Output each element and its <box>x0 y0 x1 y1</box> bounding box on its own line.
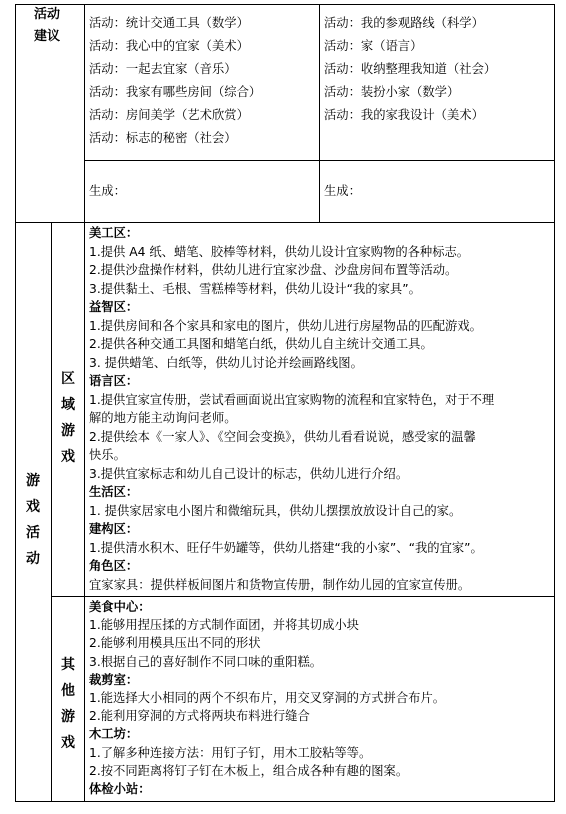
section-heading: 美工区： <box>89 226 139 240</box>
content-line: 3.提供宜家标志和幼儿自己设计的标志，供幼儿进行介绍。 <box>89 466 409 481</box>
label-char: 他 <box>61 683 75 699</box>
border-right <box>554 4 555 802</box>
content-line: 3.根据自己的喜好制作不同口味的重阳糕。 <box>89 654 323 669</box>
label-char: 戏 <box>61 735 75 751</box>
content-line: 1.提供清水积木、旺仔牛奶罐等，供幼儿搭建“我的小家”、“我的宜家”。 <box>89 540 483 555</box>
content-line: 1.了解多种连接方法：用钉子钉，用木工胶粘等等。 <box>89 745 372 760</box>
content-line: 解的地方能主动询问老师。 <box>89 411 237 425</box>
divider-label-col <box>84 4 85 223</box>
content-line: 2.提供绘本《一家人》、《空间会变换》，供幼儿看看说说，感受家的温馨 <box>89 429 476 444</box>
border-bottom <box>15 801 555 802</box>
divider-subsection <box>51 596 555 597</box>
label-char: 其 <box>61 657 75 673</box>
label-char: 动 <box>26 551 40 567</box>
label-char: 戏 <box>61 449 75 465</box>
section-heading: 角色区： <box>89 559 139 573</box>
activity-item: 活动：我的家我设计（美术） <box>324 108 484 122</box>
label-char: 游 <box>61 709 75 725</box>
border-top <box>15 4 555 5</box>
content-line: 宜家家具：提供样板间图片和货物宣传册，制作幼儿园的宜家宣传册。 <box>89 577 471 592</box>
label-char: 游 <box>61 423 75 439</box>
label-char: 戏 <box>26 499 40 515</box>
section-heading: 体检小站： <box>89 782 151 796</box>
content-line: 1.能够用捏压揉的方式制作面团，并将其切成小块 <box>89 618 359 633</box>
section-heading: 美食中心： <box>89 600 151 614</box>
border-left <box>15 4 16 802</box>
divider-middle-col <box>319 4 320 223</box>
content-line: 2.提供沙盘操作材料，供幼儿进行宜家沙盘、沙盘房间布置等活动。 <box>89 263 458 277</box>
content-line: 3. 提供蜡笔、白纸等，供幼儿讨论并绘画路线图。 <box>89 355 363 370</box>
activity-item: 活动：收纳整理我知道（社会） <box>324 62 497 76</box>
label-line-2: 建议 <box>34 29 61 44</box>
activity-item: 活动：标志的秘密（社会） <box>89 131 237 145</box>
content-line: 快乐。 <box>89 448 126 462</box>
label-line-1: 活动 <box>34 7 61 22</box>
label-char: 游 <box>26 473 40 489</box>
section-heading: 生活区： <box>89 485 139 499</box>
label-char: 活 <box>26 525 40 541</box>
content-line: 2.提供各种交通工具图和蜡笔白纸，供幼儿自主统计交通工具。 <box>89 337 433 351</box>
activity-item: 活动：我心中的宜家（美术） <box>89 39 249 53</box>
section-heading: 语言区： <box>89 374 139 388</box>
label-char: 区 <box>61 371 75 387</box>
content-line: 2.能够利用模具压出不同的形状 <box>89 636 261 651</box>
activity-item: 活动：我家有哪些房间（综合） <box>89 85 262 99</box>
regional-game-label <box>57 366 79 470</box>
generated-left: 生成： <box>89 184 126 198</box>
section-heading: 建构区： <box>89 522 139 536</box>
activity-item: 活动：我的参观路线（科学） <box>324 16 484 30</box>
divider-game-label <box>51 222 52 802</box>
activity-item: 活动：房间美学（艺术欣赏） <box>89 108 249 122</box>
content-line: 1.能选择大小相同的两个不织布片，用交叉穿洞的方式拼合布片。 <box>89 691 446 705</box>
section-heading: 益智区： <box>89 300 139 314</box>
content-line: 3.提供黏土、毛根、雪糕棒等材料，供幼儿设计“我的家具”。 <box>89 281 421 296</box>
section-heading: 木工坊： <box>89 727 139 742</box>
other-game-label <box>57 652 79 756</box>
section-heading: 裁剪室： <box>89 672 139 687</box>
content-line: 1.提供 A4 纸、蜡笔、胶棒等材料，供幼儿设计宜家购物的各种标志。 <box>89 244 470 259</box>
content-line: 2.按不同距离将钉子钉在木板上，组合成各种有趣的图案。 <box>89 763 409 778</box>
content-line: 2.能利用穿洞的方式将两块布料进行缝合 <box>89 709 310 724</box>
content-line: 1.提供房间和各个家具和家电的图片，供幼儿进行房屋物品的匹配游戏。 <box>89 318 482 333</box>
activity-item: 活动：一起去宜家（音乐） <box>89 62 237 76</box>
label-char: 域 <box>61 397 75 413</box>
divider-section <box>15 222 555 223</box>
game-activity-label <box>22 468 44 572</box>
activity-item: 活动：家（语言） <box>324 39 423 53</box>
activity-item: 活动：装扮小家（数学） <box>324 85 460 99</box>
content-line: 1. 提供家居家电小图片和微缩玩具，供幼儿摆摆放放设计自己的家。 <box>89 503 462 518</box>
activity-item: 活动：统计交通工具（数学） <box>89 16 249 30</box>
divider-sub-label <box>84 222 85 802</box>
content-line: 1.提供宜家宣传册，尝试看画面说出宜家购物的流程和宜家特色，对于不理 <box>89 392 495 407</box>
generated-right: 生成： <box>324 184 361 198</box>
